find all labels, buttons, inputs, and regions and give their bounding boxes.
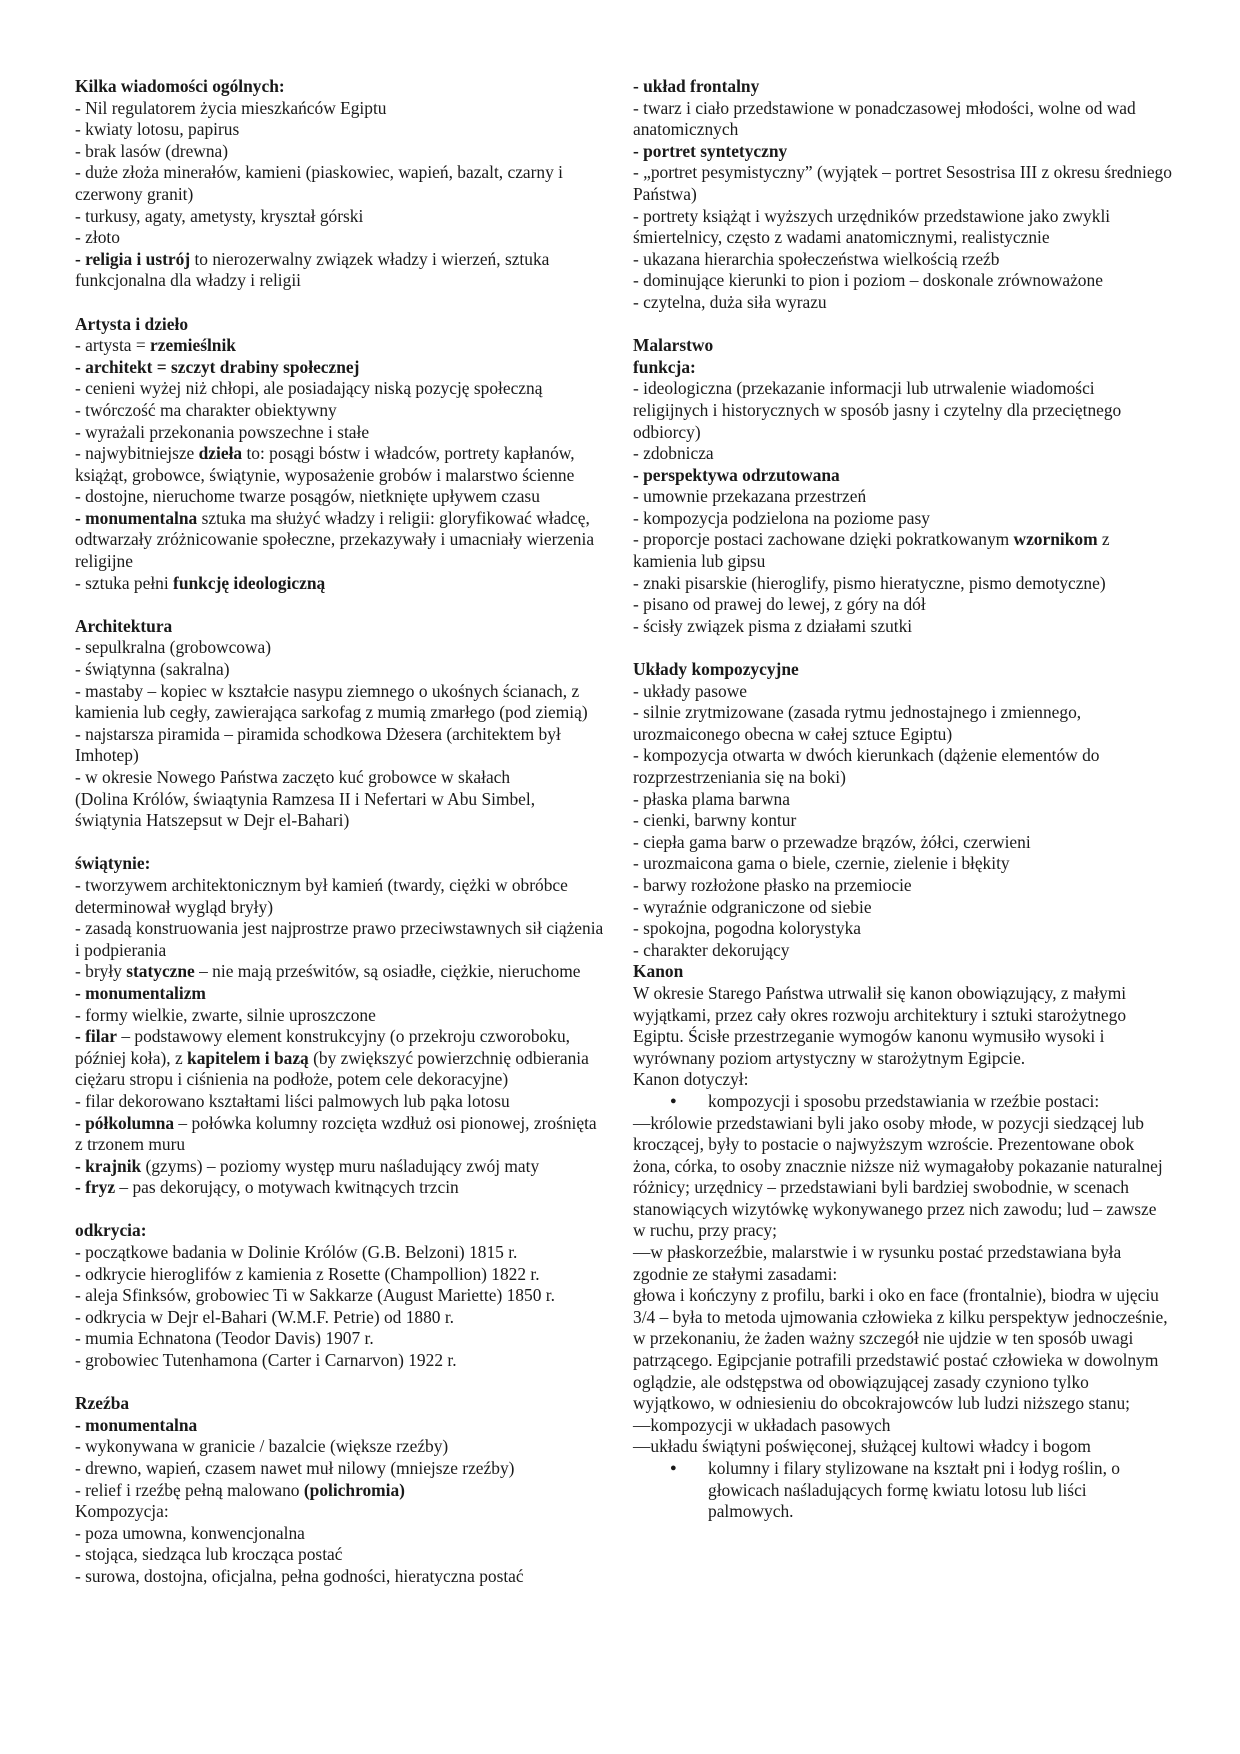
text-segment: - grobowiec Tutenhamona (Carter i Carnarvon) 1922 r.	[75, 1350, 457, 1371]
section	[633, 659, 1173, 961]
text-line	[75, 1501, 605, 1523]
text-segment: - duże złoża minerałów, kamieni (piaskowiec, wapień, bazalt, czarny i czerwony granit)	[75, 162, 564, 204]
text-line	[75, 141, 605, 163]
text-segment: - układy pasowe	[633, 680, 747, 701]
kanon-intro: W okresie Starego Państwa utrwalił się kanon obowiązujący, z małymi wyjątkami, przez cały okres rozwoju architektury i sztuki starożytnego Egiptu. Ścisłe przestrzeganie wymogów kanonu wymusiło wysoki i wyrównany poziom artystyczny w starożytnym Egipcie.	[633, 982, 1127, 1068]
text-line	[75, 1285, 605, 1307]
kanon-dash-line: —kompozycji w układach pasowych	[633, 1414, 891, 1435]
text-line	[75, 637, 605, 659]
text-line	[75, 918, 605, 961]
text-line	[75, 1328, 605, 1350]
text-segment: - zasadą konstruowania jest najprostrze prawo przeciwstawnych sił ciążenia i podpierania	[75, 918, 604, 960]
section	[75, 314, 605, 595]
bold-term: (polichromia)	[303, 1479, 405, 1500]
text-segment: – nie mają prześwitów, są osiadłe, ciężkie, nieruchome	[194, 961, 581, 982]
section-heading: Artysta i dzieło	[75, 313, 189, 334]
kanon-lead: Kanon dotyczył:	[633, 1069, 749, 1090]
text-line	[633, 789, 1173, 811]
text-segment: - świątynna (sakralna)	[75, 659, 230, 680]
text-line	[633, 702, 1173, 745]
text-segment: - wyrażali przekonania powszechne i stałe	[75, 421, 370, 442]
text-line	[633, 616, 1173, 638]
text-line	[633, 98, 1173, 141]
text-line	[633, 810, 1173, 832]
text-segment: - płaska plama barwna	[633, 788, 790, 809]
text-line	[633, 357, 1173, 379]
bold-term: - filar	[75, 1026, 118, 1047]
text-segment: - formy wielkie, zwarte, silnie uproszczone	[75, 1004, 376, 1025]
text-segment: (by zwiększyć powierzchnię odbierania ciężaru stropu i ciśnienia na podłoże, potem cele dekoracyjne)	[75, 1047, 589, 1090]
left-column	[75, 76, 605, 1588]
text-line	[633, 270, 1173, 292]
text-segment: - „portret pesymistyczny” (wyjątek – portret Sesostrisa III z okresu średniego Państwa)	[633, 162, 1172, 204]
text-segment: - czytelna, duża siła wyrazu	[633, 291, 827, 312]
bold-term: - portret syntetyczny	[633, 140, 788, 161]
bold-term: - krajnik	[75, 1155, 142, 1176]
kanon-bullet-list	[633, 1458, 1173, 1523]
text-segment: - twarz i ciało przedstawione w ponadczasowej młodości, wolne od wad anatomicznych	[633, 97, 1136, 140]
section	[75, 76, 605, 292]
text-segment: z kamienia lub gipsu	[633, 529, 1110, 572]
text-line	[75, 1005, 605, 1027]
text-segment: - cenieni wyżej niż chłopi, ale posiadający niską pozycję społeczną	[75, 378, 543, 399]
text-line	[633, 573, 1173, 595]
kanon-dash-line: głowa i kończyny z profilu, barki i oko en face (frontalnie), biodra w ujęciu 3/4 – była to metoda ujmowania człowieka z kilku perspektyw jednocześnie, w przekonaniu, że żaden ważny szczegół nie ujdzie w ten sposób uwagi patrzącego. Egipcjanie potrafili przedstawić postać człowieka w dowolnym oglądzie, ale odstępstwa od obowiązującej zasady czyniono tylko wyjątkowo, w odniesieniu do obcokrajowców lub ludzi niższego stanu;	[633, 1285, 1168, 1414]
text-segment: - stojąca, siedząca lub krocząca postać	[75, 1544, 343, 1565]
text-line	[75, 486, 605, 508]
text-segment: sztuka ma służyć władzy i religii: gloryfikować władcę, odtwarzały zróżnicowanie społeczne, przekazywały i umacniały wierzenia religijne	[75, 507, 595, 572]
section-heading: Malarstwo	[633, 335, 714, 356]
bold-term: statyczne	[126, 961, 195, 982]
section-heading: świątynie:	[75, 853, 151, 874]
text-segment: - poza umowna, konwencjonalna	[75, 1522, 305, 1543]
text-line	[75, 119, 605, 141]
text-line	[75, 1177, 605, 1199]
text-line	[75, 1026, 605, 1091]
text-segment: - sztuka pełni	[75, 572, 174, 593]
text-segment: - charakter dekorujący	[633, 939, 790, 960]
text-line	[75, 1350, 605, 1372]
section	[633, 335, 1173, 637]
text-segment: - dominujące kierunki to pion i poziom – doskonale zrównoważone	[633, 270, 1103, 291]
text-segment: - wyraźnie odgraniczone od siebie	[633, 896, 872, 917]
text-segment: - sepulkralna (grobowcowa)	[75, 637, 272, 658]
text-segment: - ideologiczna (przekazanie informacji lub utrwalenie wiadomości religijnych i historycznych w sposób jasny i czytelny dla przeciętnego odbiorcy)	[633, 378, 1122, 442]
text-segment: - złoto	[75, 227, 120, 248]
section	[75, 1393, 605, 1587]
text-line	[633, 465, 1173, 487]
section	[75, 1220, 605, 1371]
text-line	[75, 659, 605, 681]
text-segment: - portrety książąt i wyższych urzędników przedstawione jako zwykli śmiertelnicy, często z wadami anatomicznymi, realistycznie	[633, 205, 1111, 248]
text-segment: - brak lasów (drewna)	[75, 140, 229, 161]
text-line	[75, 1242, 605, 1264]
text-segment: to: posągi bóstw i władców, portrety kapłanów, książąt, grobowce, świątynie, wyposażenie grobów i malarstwo ścienne	[75, 443, 575, 485]
text-segment: - ukazana hierarchia społeczeństwa wielkością rzeźb	[633, 248, 1000, 269]
text-segment: - dostojne, nieruchome twarze posągów, nietknięte upływem czasu	[75, 486, 540, 507]
text-segment: – pas dekorujący, o motywach kwitnących trzcin	[115, 1177, 459, 1198]
text-line	[633, 832, 1173, 854]
text-line	[75, 227, 605, 249]
bold-term: - monumentalna	[75, 1414, 198, 1435]
text-segment: - zdobnicza	[633, 443, 714, 464]
bold-term: - układ frontalny	[633, 76, 760, 96]
text-line	[633, 940, 1173, 962]
text-line	[75, 1566, 605, 1588]
text-segment: - urozmaicona gama o biele, czernie, zielenie i błękity	[633, 853, 1010, 874]
text-line	[75, 378, 605, 400]
text-line	[75, 789, 605, 832]
text-line	[633, 76, 1173, 98]
text-line	[75, 983, 605, 1005]
text-line	[75, 573, 605, 595]
text-segment: - kompozycja otwarta w dwóch kierunkach (dążenie elementów do rozprzestrzeniania się na boki)	[633, 745, 1100, 787]
text-segment: - proporcje postaci zachowane dzięki pokratkowanym	[633, 529, 1014, 550]
text-line	[633, 508, 1173, 530]
text-line	[633, 853, 1173, 875]
text-segment: - silnie zrytmizowane (zasada rytmu jednostajnego i zmiennego, urozmaiconego obecna w całej sztuce Egiptu)	[633, 702, 1082, 744]
text-line	[75, 1458, 605, 1480]
text-line	[633, 206, 1173, 249]
text-segment: - umownie przekazana przestrzeń	[633, 486, 867, 507]
section	[633, 76, 1173, 314]
text-segment: – podstawowy element konstrukcyjny (o przekroju czworoboku, później koła), z	[75, 1026, 571, 1068]
text-segment: - znaki pisarskie (hieroglify, pismo hieratyczne, pismo demotyczne)	[633, 572, 1106, 593]
text-line	[75, 1091, 605, 1113]
text-segment: - relief i rzeźbę pełną malowano	[75, 1479, 304, 1500]
text-line	[75, 335, 605, 357]
text-segment: – połówka kolumny rozcięta wzdłuż osi pionowej, zrośnięta z trzonem muru	[75, 1112, 597, 1155]
kanon-dash-line: —układu świątyni poświęconej, służącej kultowi władcy i bogom	[633, 1436, 1091, 1457]
text-segment: - ciepła gama barw o przewadze brązów, żółci, czerwieni	[633, 831, 1031, 852]
text-line	[633, 529, 1173, 572]
right-column	[633, 76, 1173, 1523]
text-line	[75, 400, 605, 422]
text-line	[75, 1156, 605, 1178]
text-line	[633, 378, 1173, 443]
text-segment: - bryły	[75, 961, 127, 982]
text-segment: - turkusy, agaty, ametysty, kryształ górski	[75, 205, 364, 226]
text-line	[75, 767, 605, 789]
section-heading: Architektura	[75, 615, 173, 636]
text-line	[633, 681, 1173, 703]
kanon-bullet-item: ● kolumny i filary stylizowane na kształt pni i łodyg roślin, o głowicach naśladujących formę kwiatu lotosu lub liści palmowych.	[633, 1458, 1173, 1523]
bold-term: - monumentalna	[75, 507, 198, 528]
bold-term: - architekt = szczyt drabiny społecznej	[75, 356, 360, 377]
text-segment: (gzyms) – poziomy występ muru naśladujący zwój maty	[141, 1155, 540, 1176]
bold-term: wzornikom	[1013, 529, 1098, 550]
text-segment: - drewno, wapień, czasem nawet muł nilowy (mniejsze rzeźby)	[75, 1458, 515, 1478]
section-heading: Kilka wiadomości ogólnych:	[75, 76, 285, 96]
bold-term: - religia i ustrój	[75, 248, 191, 269]
text-line	[633, 875, 1173, 897]
text-line	[633, 918, 1173, 940]
text-segment: - w okresie Nowego Państwa zaczęto kuć grobowce w skałach	[75, 767, 511, 787]
text-line	[633, 486, 1173, 508]
bold-term: dzieła	[198, 443, 243, 464]
bold-term: - monumentalizm	[75, 982, 206, 1003]
text-segment: - kompozycja podzielona na poziome pasy	[633, 507, 930, 528]
text-line	[75, 681, 605, 724]
text-segment: - cienki, barwny kontur	[633, 810, 797, 831]
bold-term: kapitelem i bazą	[187, 1047, 309, 1068]
text-line	[633, 249, 1173, 271]
text-segment: - pisano od prawej do lewej, z góry na dół	[633, 594, 926, 615]
text-line	[633, 897, 1173, 919]
text-segment: - artysta =	[75, 335, 150, 356]
bold-term: funkcję ideologiczną	[173, 572, 326, 593]
section-heading: Kanon	[633, 961, 684, 982]
kanon-bullet-list	[633, 1091, 1173, 1113]
text-segment: - mumia Echnatona (Teodor Davis) 1907 r.	[75, 1328, 374, 1349]
bold-term: funkcja:	[633, 356, 696, 377]
text-line	[633, 443, 1173, 465]
text-line	[75, 1480, 605, 1502]
text-segment: - aleja Sfinksów, grobowiec Ti w Sakkarze (August Mariette) 1850 r.	[75, 1285, 555, 1306]
text-segment: - najwybitniejsze	[75, 443, 199, 464]
text-segment: - filar dekorowano kształtami liści palmowych lub pąka lotosu	[75, 1090, 510, 1111]
text-segment: - barwy rozłożone płasko na przemiocie	[633, 874, 912, 895]
section	[75, 616, 605, 832]
text-line	[633, 141, 1173, 163]
text-segment: - Nil regulatorem życia mieszkańców Egiptu	[75, 97, 387, 118]
bold-term: - perspektywa odrzutowana	[633, 464, 840, 485]
text-line	[75, 508, 605, 573]
text-segment: - kwiaty lotosu, papirus	[75, 119, 240, 140]
text-segment: - odkrycia w Dejr el-Bahari (W.M.F. Petrie) od 1880 r.	[75, 1306, 455, 1327]
section-kanon	[633, 961, 1173, 1522]
text-segment: - wykonywana w granicie / bazalcie (większe rzeźby)	[75, 1436, 449, 1457]
section-heading: Układy kompozycyjne	[633, 659, 799, 680]
text-segment: - mastaby – kopiec w kształcie nasypu ziemnego o ukośnych ścianach, z kamienia lub cegły, zawierająca sarkofag z mumią zmarłego (pod ziemią)	[75, 680, 588, 723]
text-line	[75, 875, 605, 918]
section-heading: Rzeźba	[75, 1393, 130, 1414]
bold-term: - fryz	[75, 1177, 116, 1198]
text-line	[633, 745, 1173, 788]
text-line	[75, 249, 605, 292]
text-segment: - tworzywem architektonicznym był kamień (twardy, ciężki w obróbce determinował wygląd bryły)	[75, 874, 568, 917]
text-segment: - początkowe badania w Dolinie Królów (G.B. Belzoni) 1815 r.	[75, 1242, 518, 1263]
text-line	[75, 1415, 605, 1437]
text-segment: - odkrycie hieroglifów z kamienia z Rosette (Champollion) 1822 r.	[75, 1263, 540, 1284]
text-line	[75, 1436, 605, 1458]
text-line	[75, 1307, 605, 1329]
text-line	[75, 443, 605, 486]
text-line	[75, 961, 605, 983]
text-segment: - spokojna, pogodna kolorystyka	[633, 918, 861, 939]
text-line	[75, 1544, 605, 1566]
kanon-bullet-item: ● kompozycji i sposobu przedstawiania w rzeźbie postaci:	[633, 1091, 1173, 1113]
text-line	[633, 594, 1173, 616]
text-line	[75, 1113, 605, 1156]
bold-term: rzemieślnik	[150, 335, 236, 356]
section-heading: odkrycia:	[75, 1220, 147, 1241]
right-sections	[633, 76, 1173, 961]
text-line	[75, 206, 605, 228]
bold-term: - półkolumna	[75, 1112, 175, 1133]
text-line	[75, 98, 605, 120]
text-line	[75, 1523, 605, 1545]
text-line	[633, 162, 1173, 205]
text-line	[75, 357, 605, 379]
text-segment: - surowa, dostojna, oficjalna, pełna godności, hieratyczna postać	[75, 1565, 524, 1586]
text-line	[75, 724, 605, 767]
section	[75, 853, 605, 1199]
text-line	[633, 292, 1173, 314]
text-segment: to nierozerwalny związek władzy i wierzeń, sztuka funkcjonalna dla władzy i religii	[75, 248, 550, 291]
text-segment: - ścisły związek pisma z działami szutki	[633, 615, 913, 636]
text-segment: Kompozycja:	[75, 1501, 169, 1522]
kanon-dash-line: —w płaskorzeźbie, malarstwie i w rysunku postać przedstawiana była zgodnie ze stałymi zasadami:	[633, 1242, 1122, 1284]
kanon-dash-line: —królowie przedstawiani byli jako osoby młode, w pozycji siedzącej lub kroczącej, były to postacie o najwyższym wzroście. Prezentowane obok żona, córka, to osoby znacznie niższe niż wymagałoby pokazanie naturalnej różnicy; urzędnicy – przedstawiani byli bardziej swobodnie, w scenach stanowiących wizytówkę wykonywanego przez nich zawodu; lud – zawsze w ruchu, przy pracy;	[633, 1112, 1163, 1241]
text-segment: (Dolina Królów, świaątynia Ramzesa II i Nefertari w Abu Simbel, świątynia Hatszepsut w Dejr el-Bahari)	[75, 788, 536, 831]
text-segment: - najstarsza piramida – piramida schodkowa Dżesera (architektem był Imhotep)	[75, 723, 561, 766]
text-line	[75, 422, 605, 444]
text-line	[75, 1264, 605, 1286]
text-segment: - twórczość ma charakter obiektywny	[75, 399, 337, 420]
text-line	[75, 162, 605, 205]
